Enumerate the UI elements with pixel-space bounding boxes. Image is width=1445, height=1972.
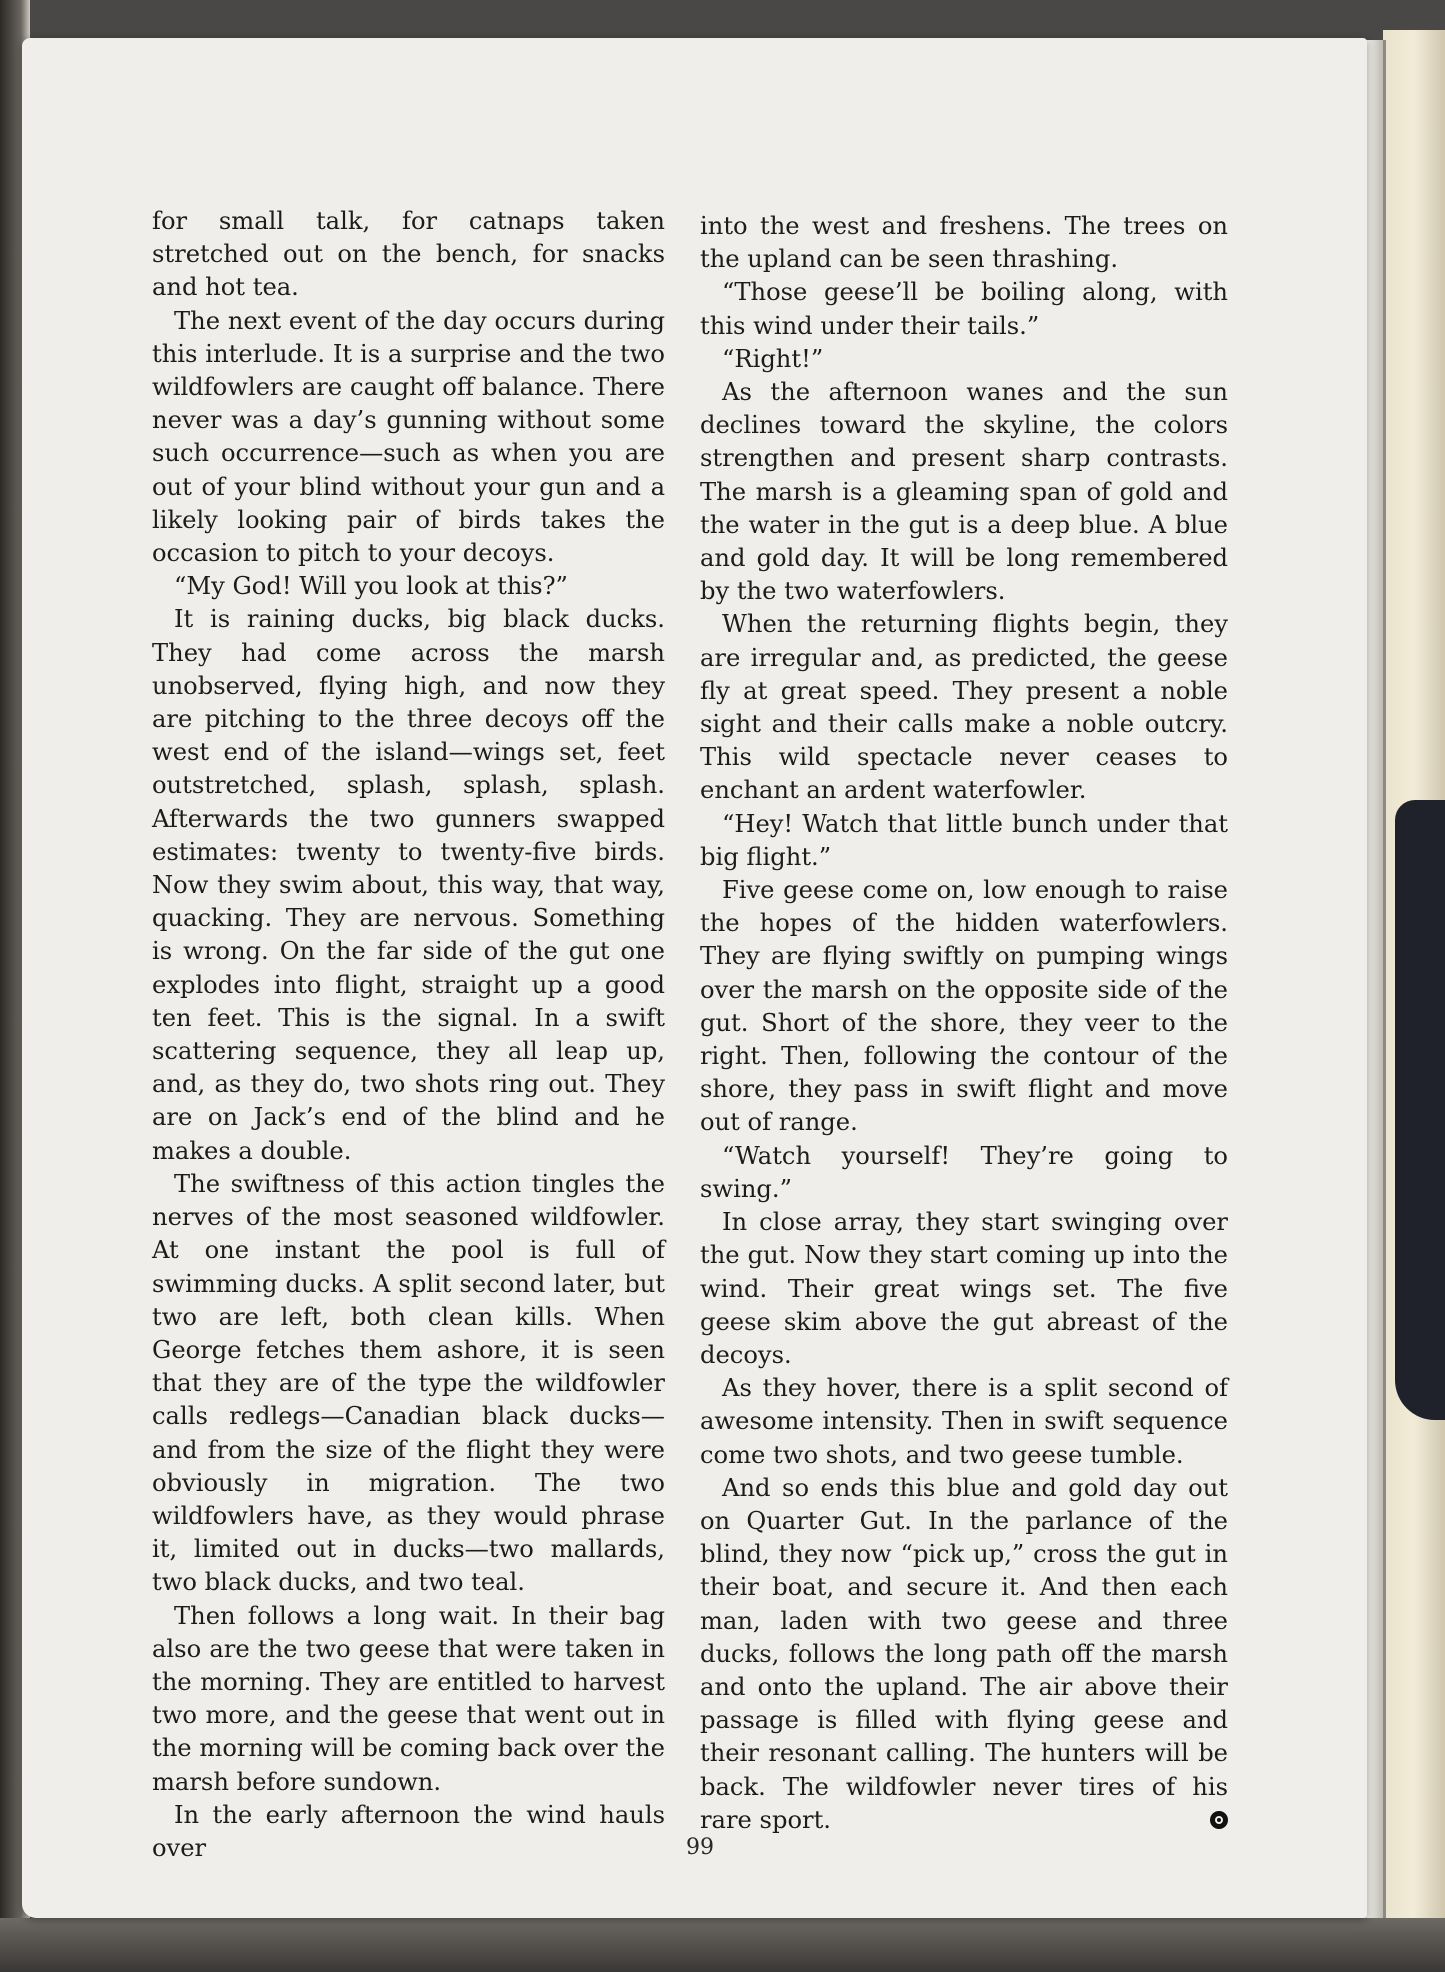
paragraph: “Right!” bbox=[722, 344, 824, 373]
paragraph: “Watch yourself! They’re going to swing.” bbox=[700, 1141, 1228, 1203]
paragraph: into the west and freshens. The trees on the upland can be seen thrashing. bbox=[700, 212, 1228, 274]
dust-jacket-corner bbox=[1395, 800, 1445, 1420]
paragraph: As the afternoon wanes and the sun declines toward the skyline, the colors strengthen and present sharp contrasts. The marsh is a gleaming span of gold and the water in the gut is a deep blue. A blue and gold day. It will be long remembered by the two waterfowlers. bbox=[700, 378, 1228, 606]
paragraph: for small talk, for catnaps taken stretched out on the bench, for snacks and hot tea. bbox=[152, 207, 665, 302]
paragraph: In the early afternoon the wind hauls over bbox=[152, 1800, 665, 1862]
right-text-column bbox=[700, 210, 1228, 1837]
paragraph: As they hover, there is a split second of awesome intensity. Then in swift sequence come two shots, and two geese tumble. bbox=[700, 1374, 1228, 1469]
paragraph: In close array, they start swinging over the gut. Now they start coming up into the wind. Their great wings set. The five geese skim above the gut abreast of the decoys. bbox=[700, 1208, 1228, 1369]
paragraph: The next event of the day occurs during this interlude. It is a surprise and the two wildfowlers are caught off balance. There never was a day’s gunning without some such occurrence—such as when you are out of your blind without your gun and a likely looking pair of birds takes the occasion to pitch to your decoys. bbox=[152, 306, 665, 568]
left-text-column bbox=[152, 205, 665, 1865]
paragraph: It is raining ducks, big black ducks. They had come across the marsh unobserved, flying high, and now they are pitching to the three decoys off the west end of the island—wings set, feet outstretched, splash, splash, splash. Afterwards the two gunners swapped estimates: twenty to twenty-five birds. Now they swim about, this way, that way, quacking. They are nervous. Something is wrong. On the far side of the gut one explodes into flight, straight up a good ten feet. This is the signal. In a swift scattering sequence, they all leap up, and, as they do, two shots ring out. They are on Jack’s end of the blind and he makes a double. bbox=[152, 605, 665, 1165]
paragraph: “Those geese’ll be boiling along, with this wind under their tails.” bbox=[700, 278, 1228, 340]
paragraph: Five geese come on, low enough to raise the hopes of the hidden waterfowlers. They are flying swiftly on pumping wings over the marsh on the opposite side of the gut. Short of the shore, they veer to the right. Then, following the contour of the shore, they pass in swift flight and move out of range. bbox=[700, 876, 1228, 1137]
table-surface bbox=[0, 1918, 1445, 1972]
page-number: 99 bbox=[686, 1835, 714, 1860]
paragraph: The swiftness of this action tingles the nerves of the most seasoned wildfowler. At one instant the pool is full of swimming ducks. A split second later, but two are left, both clean kills. When George fetches them ashore, it is seen that they are of the type the wildfowler calls redlegs—Canadian black ducks—and from the size of the flight they were obviously in migration. The two wildfowlers have, as they would phrase it, limited out in ducks—two mallards, two black ducks, and two teal. bbox=[152, 1169, 665, 1597]
paragraph: “My God! Will you look at this?” bbox=[174, 572, 568, 601]
final-paragraph-text: And so ends this blue and gold day out on Quarter Gut. In the parlance of the blind, they now “pick up,” cross the gut in their boat, and secure it. And then each man, laden with two geese and three ducks, follows the long path off the marsh and onto the upland. The air above their passage is filled with flying geese and their resonant calling. The hunters will be back. The wildfowler never tires of his rare sport. bbox=[700, 1473, 1228, 1834]
paragraph: When the returning flights begin, they are irregular and, as predicted, the geese fly at great speed. They present a noble sight and their calls make a noble outcry. This wild spectacle never ceases to enchant an ardent waterfowler. bbox=[700, 610, 1228, 805]
paragraph: “Hey! Watch that little bunch under that big flight.” bbox=[700, 809, 1228, 871]
end-of-article-icon bbox=[1210, 1811, 1228, 1829]
final-paragraph bbox=[700, 1472, 1228, 1837]
paragraph: Then follows a long wait. In their bag also are the two geese that were taken in the morning. They are entitled to harvest two more, and the geese that went out in the morning will be coming back over the marsh before sundown. bbox=[152, 1601, 665, 1796]
